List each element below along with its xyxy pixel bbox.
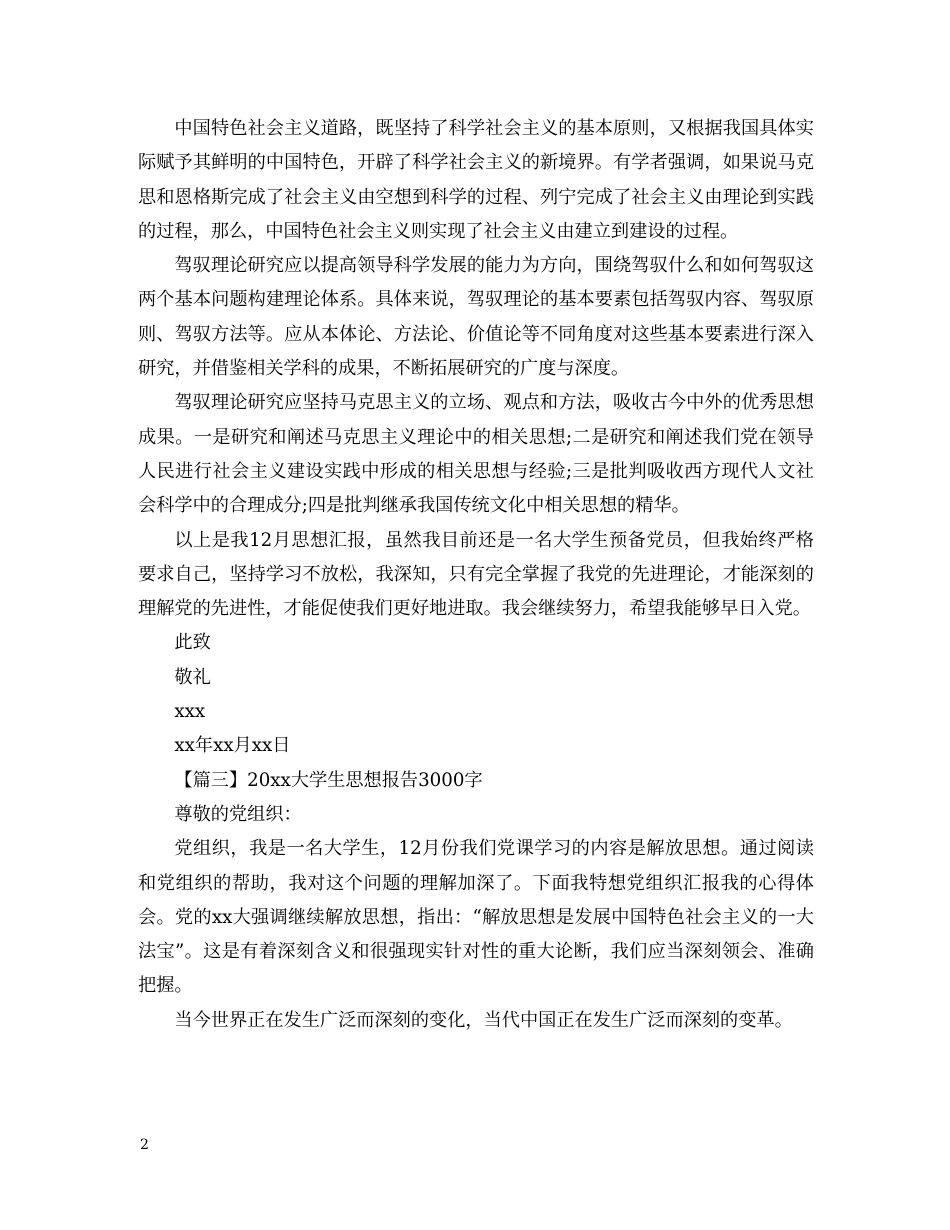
closing-regards: 敬礼 [174,666,211,688]
section-heading: 【篇三】20xx大学生思想报告3000字 [174,769,483,791]
paragraph-theory-marxism: 驾驭理论研究应坚持马克思主义的立场、观点和方法，吸收古今中外的优秀思想成果。一是研究和阐述马克思主义理论中的相关思想;二是研究和阐述我们党在领导人民进行社会主义建设实践中形成的相关思想与经验;三是批判吸收西方现代人文社会科学中的合理成分;四是批判继承我国传统文化中相关思想的精华。 [138,392,814,517]
page-number: 2 [140,1137,149,1153]
letter-greeting: 尊敬的党组织： [174,803,302,825]
signature-date: xx年xx月xx日 [174,735,291,757]
signature-name: xxx [174,701,206,723]
document-body [138,112,814,1038]
closing-salutation: 此致 [174,632,211,654]
paragraph-theory-direction: 驾驭理论研究应以提高领导科学发展的能力为方向，围绕驾驭什么和如何驾驭这两个基本问题构建理论体系。具体来说，驾驭理论的基本要素包括驾驭内容、驾驭原则、驾驭方法等。应从本体论、方法论、价值论等不同角度对这些基本要素进行深入研究，并借鉴相关学科的成果，不断拓展研究的广度与深度。 [138,255,814,380]
paragraph-socialism-path: 中国特色社会主义道路，既坚持了科学社会主义的基本原则，又根据我国具体实际赋予其鲜明的中国特色，开辟了科学社会主义的新境界。有学者强调，如果说马克思和恩格斯完成了社会主义由空想到科学的过程、列宁完成了社会主义由理论到实践的过程，那么，中国特色社会主义则实现了社会主义由建立到建设的过程。 [138,118,814,242]
paragraph-emancipation: 党组织，我是一名大学生，12月份我们党课学习的内容是解放思想。通过阅读和党组织的帮助，我对这个问题的理解加深了。下面我特想党组织汇报我的心得体会。党的xx大强调继续解放思想，指出：“解放思想是发展中国特色社会主义的一大法宝”。这是有着深刻含义和很强现实针对性的重大论断，我们应当深刻领会、准确把握。 [138,838,814,997]
paragraph-world-changes: 当今世界正在发生广泛而深刻的变化，当代中国正在发生广泛而深刻的变革。 [174,1009,793,1031]
paragraph-report-summary: 以上是我12月思想汇报，虽然我目前还是一名大学生预备党员，但我始终严格要求自己，坚持学习不放松，我深知，只有完全掌握了我党的先进理论，才能深刻的理解党的先进性，才能促使我们更好地进取。我会继续努力，希望我能够早日入党。 [138,529,814,620]
